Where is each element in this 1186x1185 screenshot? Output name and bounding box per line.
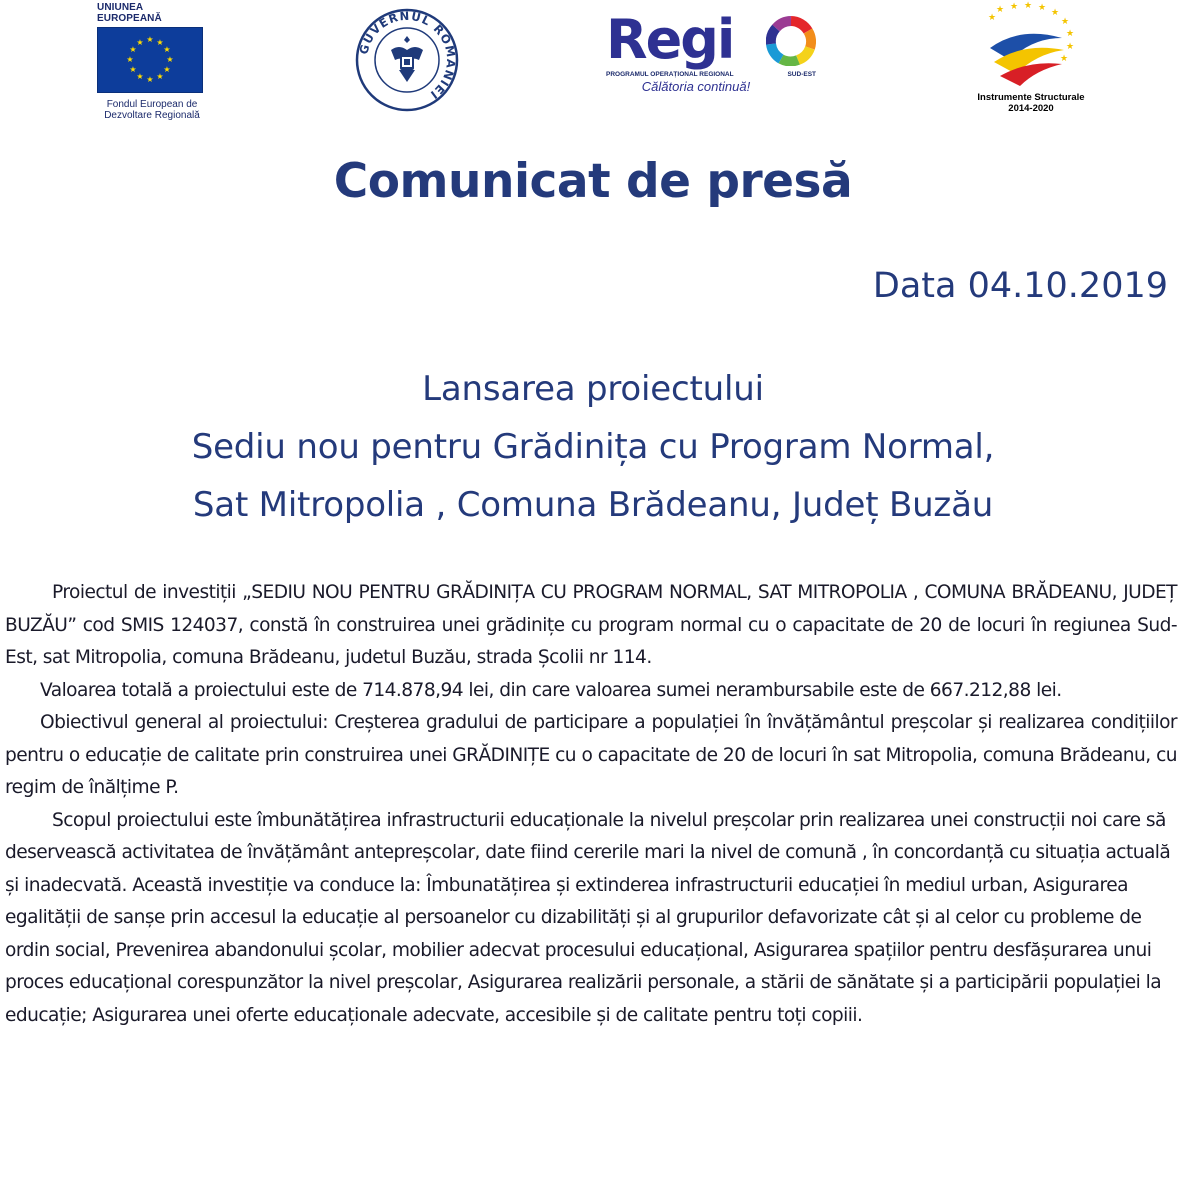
svg-text:★: ★ — [163, 45, 171, 54]
svg-text:★: ★ — [156, 72, 164, 81]
svg-text:★: ★ — [146, 75, 154, 84]
svg-text:★: ★ — [1050, 8, 1060, 18]
paragraph-project-description-text: Proiectul de investiții „SEDIU NOU PENTRU GRĂDINIȚA CU PROGRAM NORMAL, SAT MITROPOLIA , COMUNA BRĂDEANU, JUDEȚ BUZĂU” cod SMIS 124037, constă în construirea unei grădinițe cu program normal cu o capacitate de 20 de locuri în regiunea Sud-Est, sat Mitropolia, comuna Brădeanu, judetul Buzău, strada Școlii nr 114. — [5, 582, 1177, 668]
logo-bar — [0, 0, 1186, 120]
paragraph-project-value-text: Valoarea totală a proiectului este de 714.878,94 lei, din care valoarea sumei nerambursabile este de 667.212,88 lei. — [40, 679, 1062, 701]
eu-logo — [97, 2, 207, 121]
eu-flag-icon — [97, 27, 203, 93]
paragraph-general-objective — [5, 707, 1177, 805]
paragraph-general-objective-text: Obiectivul general al proiectului: Creșterea gradului de participare a populației în învățământul preșcolar și realizarea condițiilor pentru o educație de calitate prin construirea unei GRĂDINIȚE cu o capacitate de 20 de locuri în sat Mitropolia, comuna Brădeanu, cu regim de înălțime P. — [5, 712, 1177, 798]
instrumente-structurale-icon — [966, 0, 1096, 88]
svg-text:★: ★ — [129, 65, 137, 74]
svg-text:★: ★ — [1060, 17, 1070, 27]
svg-text:★: ★ — [163, 65, 171, 74]
subtitle-line-1: Lansarea proiectului — [422, 369, 764, 409]
svg-text:★: ★ — [136, 72, 144, 81]
instrumente-structurale-logo — [966, 0, 1096, 114]
svg-text:★: ★ — [129, 45, 137, 54]
svg-text:★: ★ — [995, 5, 1005, 15]
regio-logo — [606, 8, 826, 94]
government-seal-icon — [355, 8, 459, 112]
press-release-date: Data 04.10.2019 — [872, 266, 1168, 306]
government-logo — [355, 8, 459, 112]
subtitle-line-3: Sat Mitropolia , Comuna Brădeanu, Județ Buzău — [192, 485, 994, 525]
eu-logo-bottom-text — [97, 99, 207, 121]
eu-logo-bottom-line2: Dezvoltare Regională — [104, 110, 200, 121]
eu-logo-top-text: UNIUNEA EUROPEANĂ — [97, 2, 162, 24]
paragraph-project-description — [5, 577, 1177, 675]
svg-text:★: ★ — [166, 55, 174, 64]
paragraph-project-scope — [5, 805, 1177, 1033]
svg-text:★: ★ — [1037, 3, 1047, 13]
page-title: Comunicat de presă — [333, 154, 853, 209]
instrumente-structurale-line1: Instrumente Structurale — [977, 92, 1085, 103]
regio-color-wheel-icon — [766, 16, 816, 66]
government-ring-text: GUVERNUL ROMÂNIEI — [356, 8, 459, 103]
regio-logo-tagline: Călătoria continuă! — [641, 79, 751, 94]
svg-text:★: ★ — [136, 38, 144, 47]
paragraph-project-value — [5, 675, 1177, 708]
svg-text:★: ★ — [1065, 29, 1075, 39]
regio-logo-program — [606, 71, 816, 78]
regio-logo-program-right: SUD-EST — [787, 71, 816, 78]
svg-text:★: ★ — [156, 38, 164, 47]
svg-text:★: ★ — [987, 13, 997, 23]
eu-logo-bottom-line1: Fondul European de — [106, 99, 198, 110]
regio-logo-program-left: PROGRAMUL OPERAȚIONAL REGIONAL — [606, 71, 734, 78]
svg-text:★: ★ — [146, 35, 154, 44]
press-release-body — [5, 577, 1177, 1032]
instrumente-structurale-line2: 2014-2020 — [1008, 103, 1054, 114]
paragraph-project-scope-text: Scopul proiectului este îmbunătățirea infrastructurii educaționale la nivelul preșcolar prin realizarea unei construcții noi care să deservească activitatea de învățământ antepreșcolar, date fiind cererile mari la nivel de comună , în concordanță cu situația actuală și inadecvată. Această investiție va conduce la: Îmbunatățirea și extinderea infrastructurii educației în mediul urban, Asigurarea egalității de sanșe prin accesul la educație al persoanelor cu dizabilități și al grupurilor defavorizate cât și al celor cu probleme de ordin social, Prevenirea abandonului școlar, mobilier adecvat procesului educațional, Asigurarea spațiilor pentru desfășurarea unui proces educațional corespunzător la nivel preșcolar, Asigurarea realizării personale, a stării de sănătate și a participării populației la educație; Asigurarea unei oferte educaționale adecvate, accesibile și de calitate pentru toți copiii. — [5, 809, 1171, 1026]
svg-text:★: ★ — [1023, 1, 1033, 11]
project-subtitle — [0, 360, 1186, 534]
svg-text:★: ★ — [1059, 54, 1069, 64]
svg-text:★: ★ — [1065, 42, 1075, 52]
instrumente-structurale-label — [966, 92, 1096, 114]
subtitle-line-2: Sediu nou pentru Grădinița cu Program Normal, — [191, 427, 995, 467]
svg-text:★: ★ — [1009, 2, 1019, 12]
svg-text:★: ★ — [126, 55, 134, 64]
regio-logo-text: Regi — [606, 8, 734, 71]
regio-logo-word — [606, 8, 826, 71]
